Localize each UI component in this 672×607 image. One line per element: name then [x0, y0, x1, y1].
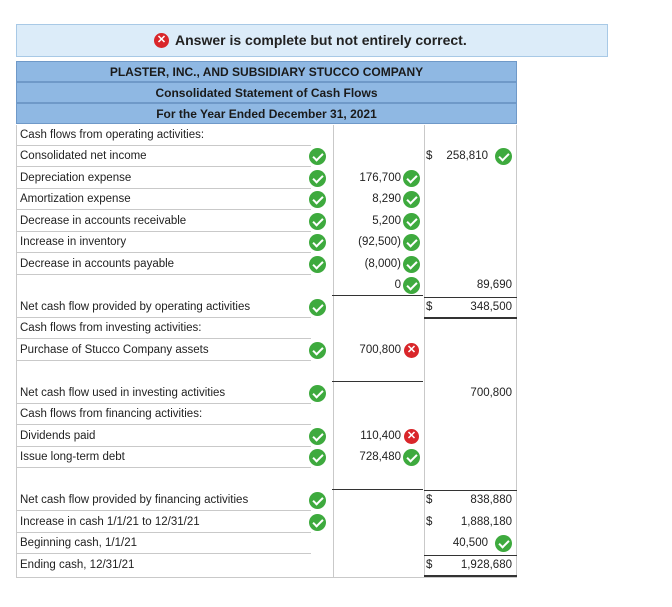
banner-message: Answer is complete but not entirely correct. [175, 32, 467, 48]
table-row [16, 125, 517, 146]
result-banner [16, 24, 608, 57]
check-icon [309, 213, 326, 230]
table-row: Ending cash, 12/31/21 $ 1,928,680 [16, 555, 517, 576]
row-label[interactable]: Decrease in accounts payable [20, 258, 175, 270]
table-row: Consolidated net income $ 258,810 [16, 146, 517, 167]
amount-field[interactable]: 110,400 [360, 430, 401, 442]
amount-field[interactable]: 5,200 [372, 215, 401, 227]
check-icon [403, 277, 420, 294]
row-label[interactable]: Net cash flow used in investing activities [20, 387, 226, 399]
table-row [16, 232, 517, 253]
table-row [16, 340, 517, 361]
row-label[interactable]: Decrease in accounts receivable [20, 215, 187, 227]
row-label[interactable]: Purchase of Stucco Company assets [20, 344, 209, 356]
company-name: PLASTER, INC., AND SUBSIDIARY STUCCO COMPANY [16, 61, 517, 82]
check-icon [403, 213, 420, 230]
row-label[interactable]: Depreciation expense [20, 172, 132, 184]
amount-field[interactable]: 8,290 [372, 193, 401, 205]
table-row: 0 89,690 [16, 275, 517, 296]
error-icon: ✕ [404, 429, 419, 444]
table-row: Increase in cash 1/1/21 to 12/31/21 $ 1,888,180 [16, 512, 517, 533]
check-icon [495, 535, 512, 552]
table-row [16, 318, 517, 339]
check-icon [403, 234, 420, 251]
row-label[interactable]: Increase in inventory [20, 236, 127, 248]
row-label: Beginning cash, 1/1/21 [20, 537, 138, 549]
check-icon [309, 492, 326, 509]
table-row: Net cash flow provided by operating activities $ 348,500 [16, 297, 517, 318]
amount-field[interactable]: 728,480 [359, 451, 401, 463]
check-icon [309, 342, 326, 359]
row-label: Cash flows from investing activities: [20, 322, 202, 334]
table-row: Beginning cash, 1/1/21 40,500 [16, 533, 517, 554]
error-icon: ✕ [404, 343, 419, 358]
table-row: Net cash flow used in investing activities 700,800 [16, 383, 517, 404]
table-row [16, 211, 517, 232]
amount-field[interactable]: 700,800 [359, 344, 401, 356]
error-icon: ✕ [154, 33, 169, 48]
check-icon [309, 428, 326, 445]
check-icon [309, 148, 326, 165]
amount-field[interactable]: 176,700 [359, 172, 401, 184]
table-row: Net cash flow provided by financing activities $ 838,880 [16, 490, 517, 511]
check-icon [309, 299, 326, 316]
table-row [16, 447, 517, 468]
table-row [16, 469, 517, 490]
check-icon [309, 191, 326, 208]
row-label[interactable]: Issue long-term debt [20, 451, 125, 463]
row-label[interactable]: Net cash flow provided by operating activities [20, 301, 251, 313]
statement-title: Consolidated Statement of Cash Flows [16, 82, 517, 103]
check-icon [495, 148, 512, 165]
row-label[interactable]: Amortization expense [20, 193, 131, 205]
amount-field[interactable]: (92,500) [358, 236, 401, 248]
row-label: Cash flows from operating activities: [20, 129, 205, 141]
check-icon [403, 449, 420, 466]
check-icon [309, 514, 326, 531]
row-label: Cash flows from financing activities: [20, 408, 203, 420]
check-icon [403, 256, 420, 273]
check-icon [309, 449, 326, 466]
row-label[interactable]: Dividends paid [20, 430, 96, 442]
table-row [16, 254, 517, 275]
check-icon [309, 234, 326, 251]
table-row [16, 426, 517, 447]
amount-field[interactable]: 0 [394, 279, 401, 291]
row-label: Ending cash, 12/31/21 [20, 559, 135, 571]
check-icon [309, 170, 326, 187]
check-icon [309, 256, 326, 273]
amount-field[interactable]: (8,000) [364, 258, 401, 270]
row-label[interactable]: Net cash flow provided by financing activities [20, 494, 249, 506]
row-label[interactable]: Increase in cash 1/1/21 to 12/31/21 [20, 516, 200, 528]
statement-period: For the Year Ended December 31, 2021 [16, 103, 517, 124]
row-label[interactable]: Consolidated net income [20, 150, 147, 162]
table-row [16, 404, 517, 425]
check-icon [403, 170, 420, 187]
check-icon [309, 385, 326, 402]
table-row [16, 361, 517, 382]
check-icon [403, 191, 420, 208]
table-row [16, 189, 517, 210]
table-row [16, 168, 517, 189]
